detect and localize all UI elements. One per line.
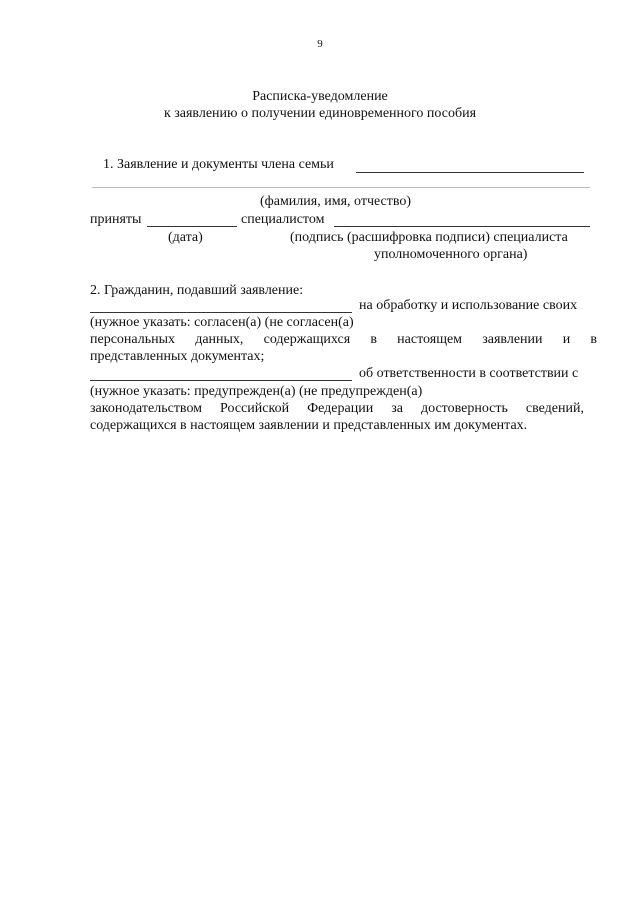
consent-line3: персональных данных, содержащихся в настоящем заявлении и в xyxy=(90,332,597,347)
signature-caption-line1: (подпись (расшифровка подписи) специалиста xyxy=(290,230,568,245)
section1-intro: 1. Заявление и документы члена семьи xyxy=(103,157,334,172)
accepted-label: приняты xyxy=(90,212,142,227)
consent-hint: (нужное указать: согласен(а) (не согласен(а) xyxy=(90,315,354,330)
document-title: Расписка-уведомление xyxy=(252,89,388,104)
warned-tail: об ответственности в соответствии с xyxy=(359,366,579,381)
date-caption: (дата) xyxy=(168,230,203,245)
document-subtitle: к заявлению о получении единовременного пособия xyxy=(163,106,477,121)
consent-line4: представленных документах; xyxy=(90,349,265,364)
accepted-date-line[interactable] xyxy=(147,226,237,227)
section2-intro: 2. Гражданин, подавший заявление: xyxy=(90,283,304,298)
family-member-name-line-2[interactable] xyxy=(92,187,590,188)
warned-line3: законодательством Российской Федерации за достоверность сведений, xyxy=(90,401,584,416)
family-member-name-line[interactable] xyxy=(356,172,584,173)
fio-caption: (фамилия, имя, отчество) xyxy=(260,194,412,209)
specialist-label: специалистом xyxy=(241,212,325,227)
consent-tail: на обработку и использование своих xyxy=(359,298,578,313)
warned-answer-line[interactable] xyxy=(90,380,352,381)
warned-hint: (нужное указать: предупрежден(а) (не предупрежден(а) xyxy=(90,384,423,399)
consent-answer-line[interactable] xyxy=(90,312,352,313)
signature-caption-line2: уполномоченного органа) xyxy=(374,247,528,262)
warned-line4: содержащихся в настоящем заявлении и представленных им документах. xyxy=(90,418,528,433)
specialist-signature-line[interactable] xyxy=(334,226,590,227)
page-number: 9 xyxy=(317,38,323,50)
